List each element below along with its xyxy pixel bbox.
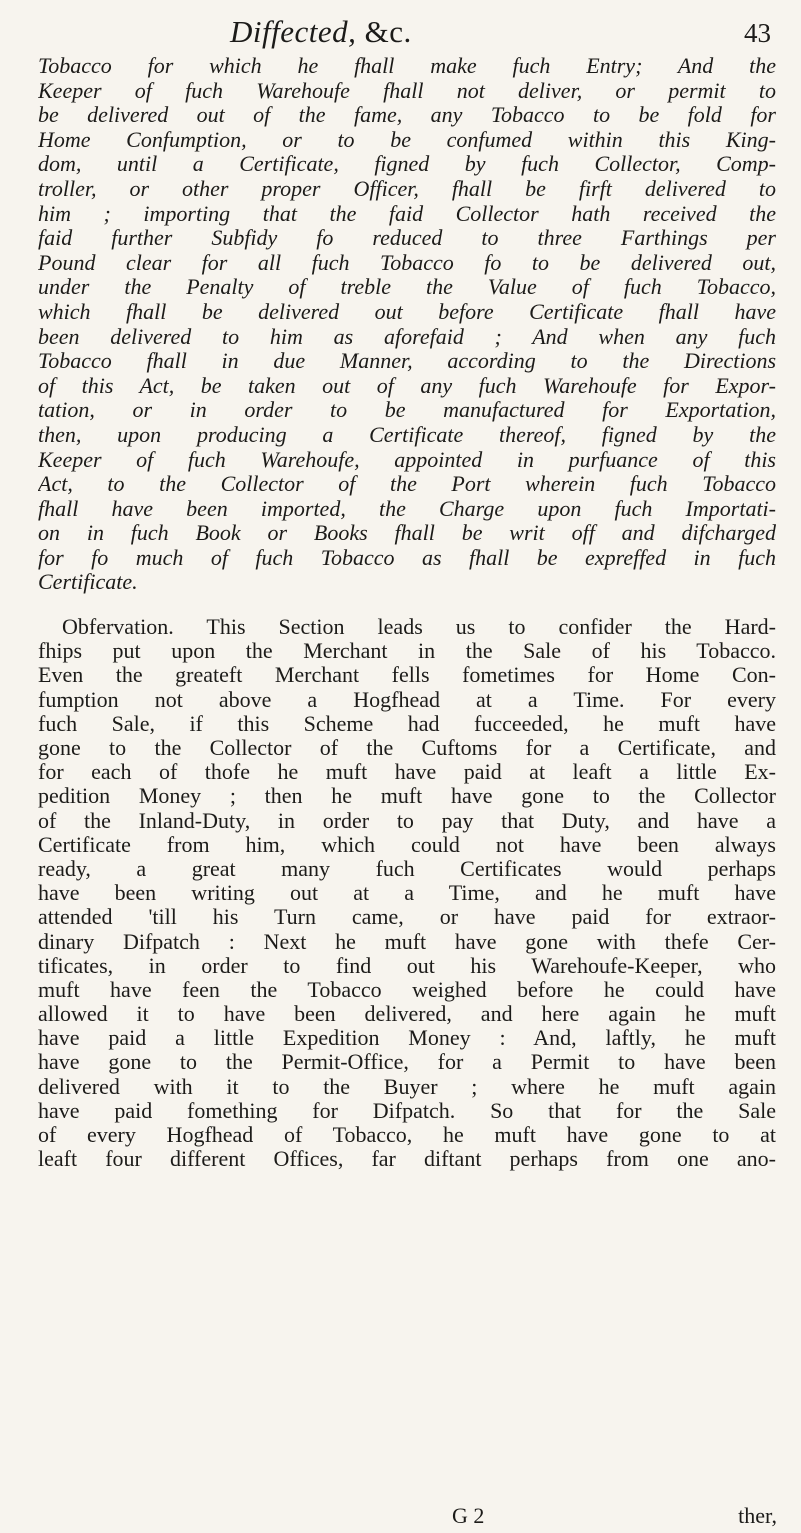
text-line: Obfervation. This Section leads us to confider the Hard- bbox=[62, 615, 776, 640]
text-line: Pound clear for all fuch Tobacco fo to be delivered out, bbox=[38, 250, 776, 275]
text-line: then, upon producing a Certificate thereof, figned by the bbox=[38, 422, 776, 447]
text-line: Tobacco fhall in due Manner, according to the Directions bbox=[38, 349, 776, 374]
signature-mark: G 2 bbox=[452, 1503, 485, 1528]
text-line: for each of thofe he muft have paid at leaft a little Ex- bbox=[38, 760, 776, 785]
text-line: delivered with it to the Buyer ; where he muft again bbox=[38, 1074, 776, 1099]
text-line: him ; importing that the faid Collector hath received the bbox=[38, 201, 776, 226]
text-line: Keeper of fuch Warehoufe fhall not deliver, or permit to bbox=[38, 78, 776, 103]
text-line: which fhall be delivered out before Certificate fhall have bbox=[38, 299, 776, 324]
catchword: ther, bbox=[738, 1503, 777, 1528]
text-line: muft have feen the Tobacco weighed before he could have bbox=[38, 977, 776, 1002]
act-paragraph bbox=[38, 54, 776, 595]
text-line: dinary Difpatch : Next he muft have gone with thefe Cer- bbox=[38, 929, 776, 954]
text-line: faid further Subfidy fo reduced to three Farthings per bbox=[38, 226, 776, 251]
text-line: of this Act, be taken out of any fuch Warehoufe for Expor- bbox=[38, 373, 776, 398]
text-line: have gone to the Permit-Office, for a Permit to have been bbox=[38, 1050, 776, 1075]
text-line: under the Penalty of treble the Value of fuch Tobacco, bbox=[38, 275, 776, 300]
text-line: Even the greateft Merchant fells fometimes for Home Con- bbox=[38, 663, 776, 688]
text-line: fumption not above a Hogfhead at a Time. For every bbox=[38, 687, 776, 712]
text-line: Home Confumption, or to be confumed within this King- bbox=[38, 127, 776, 152]
text-line: Act, to the Collector of the Port wherein fuch Tobacco bbox=[38, 472, 776, 497]
text-line: for fo much of fuch Tobacco as fhall be expreffed in fuch bbox=[38, 545, 776, 570]
paragraph-gap bbox=[38, 595, 776, 615]
text-line: on in fuch Book or Books fhall be writ off and difcharged bbox=[38, 521, 776, 546]
text-line: have paid fomething for Difpatch. So that for the Sale bbox=[38, 1098, 776, 1123]
text-line: fhips put upon the Merchant in the Sale of his Tobacco. bbox=[38, 639, 776, 664]
text-line: of every Hogfhead of Tobacco, he muft have gone to at bbox=[38, 1123, 776, 1147]
running-title bbox=[230, 14, 412, 50]
text-line: pedition Money ; then he muft have gone to the Collector bbox=[38, 784, 776, 809]
text-line: Tobacco for which he fhall make fuch Entry; And the bbox=[38, 54, 776, 78]
running-title-suffix: &c. bbox=[356, 14, 412, 49]
page-header bbox=[0, 12, 801, 52]
text-line: attended 'till his Turn came, or have paid for extraor- bbox=[38, 905, 776, 930]
text-line: tificates, in order to find out his Warehoufe-Keeper, who bbox=[38, 953, 776, 978]
text-line: of the Inland-Duty, in order to pay that Duty, and have a bbox=[38, 808, 776, 833]
running-title-text: Diffected, bbox=[230, 14, 357, 49]
text-line: Certificate. bbox=[38, 570, 138, 595]
text-line: troller, or other proper Officer, fhall be firft delivered to bbox=[38, 176, 776, 201]
body-text bbox=[38, 54, 776, 1171]
observation-paragraph bbox=[38, 615, 776, 1171]
text-line: Keeper of fuch Warehoufe, appointed in purfuance of this bbox=[38, 447, 776, 472]
text-line: have been writing out at a Time, and he muft have bbox=[38, 881, 776, 906]
text-line: gone to the Collector of the Cuftoms for a Certificate, and bbox=[38, 736, 776, 760]
text-line: Certificate from him, which could not have been always bbox=[38, 832, 776, 857]
text-line: allowed it to have been delivered, and here again he muft bbox=[38, 1002, 776, 1027]
text-line: be delivered out of the fame, any Tobacco to be fold for bbox=[38, 103, 776, 128]
text-line: dom, until a Certificate, figned by fuch Collector, Comp- bbox=[38, 152, 776, 177]
text-line: been delivered to him as aforefaid ; And when any fuch bbox=[38, 324, 776, 349]
text-line: ready, a great many fuch Certificates would perhaps bbox=[38, 856, 776, 881]
text-line: leaft four different Offices, far diftant perhaps from one ano- bbox=[38, 1147, 776, 1172]
page-footer bbox=[0, 1503, 801, 1529]
text-line: fhall have been imported, the Charge upon fuch Importati- bbox=[38, 496, 776, 521]
text-line: tation, or in order to be manufactured for Exportation, bbox=[38, 398, 776, 423]
page-number: 43 bbox=[744, 18, 771, 48]
text-line: fuch Sale, if this Scheme had fucceeded, he muft have bbox=[38, 711, 776, 736]
text-line: have paid a little Expedition Money : And, laftly, he muft bbox=[38, 1026, 776, 1051]
